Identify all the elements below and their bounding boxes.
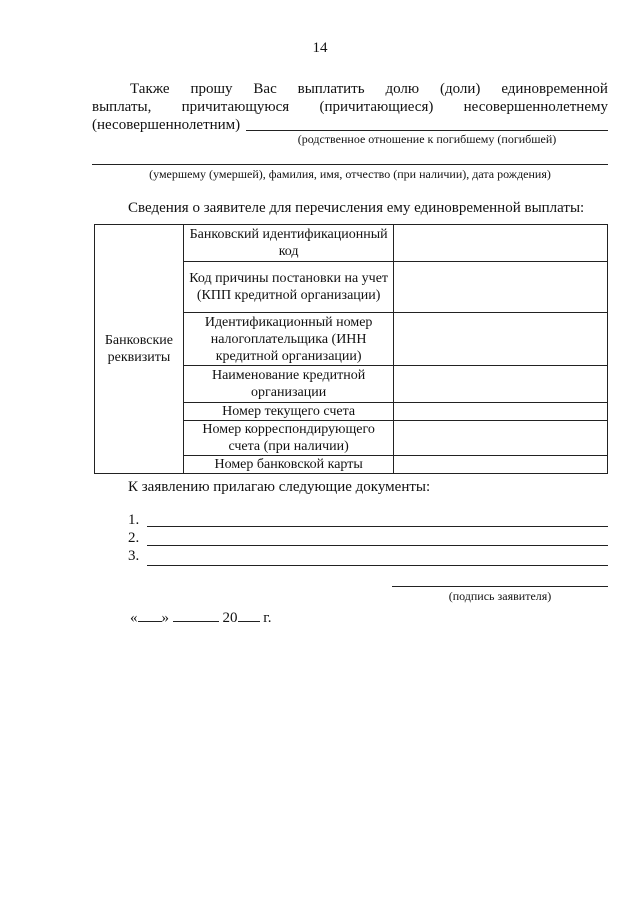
date-open-quote: « [130,610,138,626]
value-field-bank-name[interactable] [394,366,608,403]
row-label-current-account: Номер текущего счета [183,403,393,421]
deceased-person-caption: (умершему (умершей), фамилия, имя, отчество (при наличии), дата рождения) [149,167,551,181]
document-item-number: 2. [128,530,140,546]
value-field-inn[interactable] [394,313,608,366]
deceased-person-field[interactable] [92,146,608,165]
date-year-prefix: 20 [222,610,238,626]
value-field-current-account[interactable] [394,403,608,421]
date-close-quote: » [161,610,169,626]
request-word: единовременной [501,81,608,97]
page-number: 14 [312,40,328,56]
bank-details-table [94,224,608,474]
date-year-field[interactable] [238,608,260,622]
document-item-number: 3. [128,548,140,564]
document-line-1[interactable] [147,511,608,527]
row-label-card-number: Номер банковской карты [183,456,393,474]
row-label-kpp: Код причины постановки на учет (КПП кредитной организации) [183,262,393,313]
bank-details-group-label: Банковские реквизиты [95,225,184,474]
request-word: выплатить [297,81,365,97]
request-word: долю [385,81,420,97]
request-word: Также [130,81,170,97]
value-field-correspondent-account[interactable] [394,421,608,456]
value-field-card-number[interactable] [394,456,608,474]
applicant-intro: Сведения о заявителе для перечисления ему единовременной выплаты: [128,200,585,216]
request-word: Вас [253,81,277,97]
document-line-2[interactable] [147,530,608,546]
value-field-bik[interactable] [394,225,608,262]
signature-caption: (подпись заявителя) [448,589,552,603]
row-label-bik: Банковский идентификационный код [183,225,393,262]
request-word: выплаты, [92,99,152,115]
date-year-suffix: г. [263,610,272,626]
request-word: (причитающиеся) [319,99,434,115]
row-label-inn: Идентификационный номер налогоплательщика (ИНН кредитной организации) [183,313,393,366]
documents-title: К заявлению прилагаю следующие документы: [128,479,431,495]
request-word: несовершеннолетнему [463,99,608,115]
request-word: (доли) [439,81,481,97]
request-word: прошу [190,81,233,97]
date-month-field[interactable] [173,608,219,622]
document-line-3[interactable] [147,550,608,566]
date-row [130,608,271,627]
request-word: причитающуюся [181,99,290,115]
relation-field[interactable] [246,112,608,131]
signature-field[interactable] [392,571,608,587]
request-line-3: (несовершеннолетним) [92,117,241,133]
row-label-correspondent-account: Номер корреспондирующего счета (при наличии) [183,421,393,456]
relation-caption: (родственное отношение к погибшему (погибшей) [297,132,557,146]
document-item-number: 1. [128,512,140,528]
value-field-kpp[interactable] [394,262,608,313]
table-row [95,225,608,262]
request-line-1 [92,80,608,98]
date-day-field[interactable] [138,608,162,622]
row-label-bank-name: Наименование кредитной организации [183,366,393,403]
